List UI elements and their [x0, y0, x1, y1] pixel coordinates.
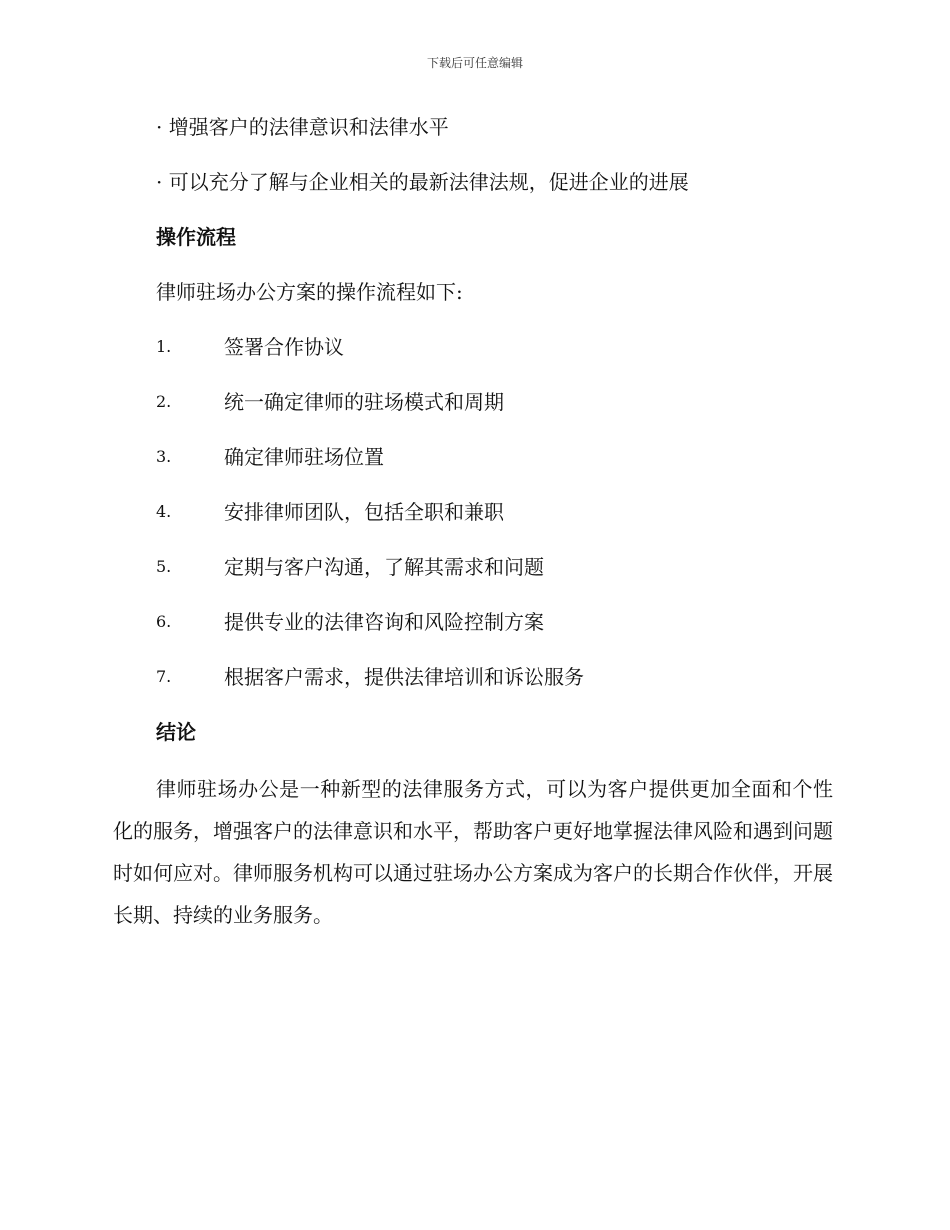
- step-text: 安排律师团队，包括全职和兼职: [224, 500, 504, 524]
- list-item: [156, 438, 833, 476]
- step-text: 确定律师驻场位置: [224, 445, 384, 469]
- document-body: [113, 108, 833, 936]
- process-steps-list: [113, 328, 833, 696]
- step-number: 7.: [156, 667, 172, 686]
- list-item: [156, 548, 833, 586]
- section-heading-conclusion: 结论: [156, 720, 196, 744]
- bullet-item: · 可以充分了解与企业相关的最新法律法规，促进企业的进展: [156, 170, 689, 194]
- list-item: [156, 658, 833, 696]
- section-heading-process: 操作流程: [156, 225, 236, 249]
- step-number: 5.: [156, 557, 172, 576]
- step-text: 根据客户需求，提供法律培训和诉讼服务: [224, 665, 584, 689]
- page-header-note: 下载后可任意编辑: [426, 56, 523, 70]
- step-number: 4.: [156, 502, 172, 521]
- step-text: 提供专业的法律咨询和风险控制方案: [224, 610, 544, 634]
- step-text: 定期与客户沟通，了解其需求和问题: [224, 555, 544, 579]
- step-number: 3.: [156, 447, 172, 466]
- list-item: [156, 328, 833, 366]
- process-intro: 律师驻场办公方案的操作流程如下:: [156, 280, 463, 304]
- list-item: [156, 493, 833, 531]
- step-number: 2.: [156, 392, 172, 411]
- list-item: [156, 383, 833, 421]
- bullet-item: · 增强客户的法律意识和法律水平: [156, 115, 449, 139]
- conclusion-paragraph: 律师驻场办公是一种新型的法律服务方式，可以为客户提供更加全面和个性化的服务，增强客户的法律意识和水平，帮助客户更好地掌握法律风险和遇到问题时如何应对。律师服务机构可以通过驻场办公方案成为客户的长期合作伙伴，开展长期、持续的业务服务。: [113, 777, 833, 927]
- step-number: 6.: [156, 612, 172, 631]
- step-text: 统一确定律师的驻场模式和周期: [224, 390, 504, 414]
- step-number: 1.: [156, 337, 172, 356]
- list-item: [156, 603, 833, 641]
- step-text: 签署合作协议: [224, 335, 344, 359]
